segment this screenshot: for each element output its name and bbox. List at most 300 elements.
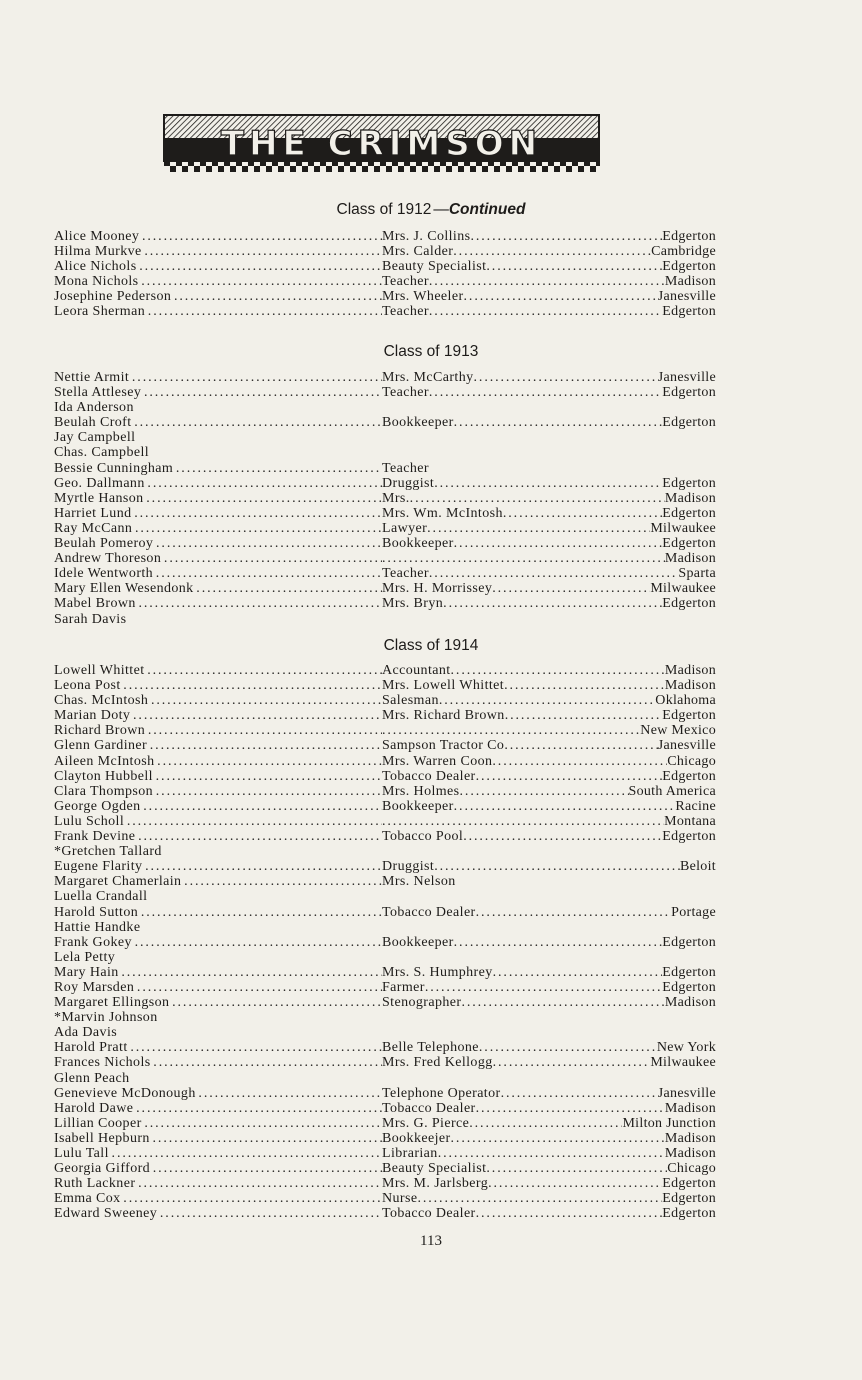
list-item [54,289,716,304]
section-title-text: Class of 1912 [336,201,432,218]
list-item [54,1116,716,1131]
list-item [54,566,716,581]
alumni-town: Madison [664,274,716,290]
alumni-name-text: Idele Wentworth [54,566,154,582]
alumni-town: Edgerton [662,964,716,980]
alumni-name [54,905,382,920]
alumni-details [382,1191,716,1206]
list-item [54,581,716,596]
alumni-town: Janesville [657,738,716,754]
alumni-name-text: Lulu Tall [54,1146,109,1161]
list-item [54,400,716,415]
alumni-name [54,678,382,693]
alumni-name [54,259,382,274]
dot-leader [417,1191,662,1206]
alumni-occupation: Bookkeeper [382,415,454,431]
list-item [54,1086,716,1101]
list-item [54,491,716,506]
alumni-name-text: Eugene Flarity [54,859,143,875]
alumni-name-text: Geo. Dallmann [54,475,145,491]
alumni-town: New Mexico [640,723,716,739]
dot-leader [429,566,679,581]
alumni-details [382,738,716,753]
alumni-occupation: Mrs. G. Pierce [382,1115,470,1131]
alumni-town: Chicago [667,1161,716,1177]
alumni-town: Madison [664,490,716,506]
alumni-occupation: Salesman [382,693,439,709]
dot-leader [469,1116,622,1131]
list-item [54,506,716,521]
alumni-town: Edgerton [662,1191,716,1207]
list-item [54,738,716,753]
dot-leader [443,596,662,611]
dot-leader [476,905,672,920]
alumni-town: Edgerton [662,259,716,275]
alumni-details [382,663,716,678]
alumni-occupation: Teacher [382,566,429,582]
alumni-name [54,950,382,965]
alumni-name [54,995,382,1010]
alumni-details [382,304,716,319]
dot-leader [488,1176,662,1191]
alumni-name-text: Lowell Whittet [54,663,145,678]
list-item [54,244,716,259]
alumni-name-text: Leora Sherman [54,304,146,320]
alumni-name [54,1010,382,1025]
alumni-name [54,385,382,400]
crimson-logo [163,114,600,172]
alumni-name-text: Beulah Pomeroy [54,536,154,552]
alumni-town: Janesville [657,370,716,385]
dot-leader [492,581,650,596]
list-item [54,859,716,874]
dot-leader [461,995,664,1010]
class-roster [54,370,716,627]
alumni-occupation: Mrs. Bryn [382,596,444,612]
alumni-name [54,920,382,935]
alumni-name [54,596,382,611]
alumni-name-text: Leona Post [54,678,121,694]
list-item [54,1131,716,1146]
alumni-town: Sparta [678,566,716,582]
alumni-details [382,1206,716,1221]
alumni-occupation: Beauty Specialist [382,259,487,275]
dot-leader [439,693,655,708]
alumni-name [54,799,382,814]
alumni-name [54,506,382,521]
alumni-name [54,1176,382,1191]
list-item [54,551,716,566]
list-item [54,844,716,859]
alumni-town: Edgerton [662,979,716,995]
dot-leader [451,663,665,678]
dot-leader [434,476,662,491]
alumni-name [54,889,382,904]
list-item [54,415,716,430]
dot-leader [464,289,658,304]
alumni-occupation: Bookkeejer [382,1130,451,1146]
alumni-name-text: Richard Brown [54,723,146,739]
alumni-details [382,289,716,304]
list-item [54,430,716,445]
dot-leader [492,754,667,769]
masthead-banner [163,114,600,172]
dot-leader [493,965,663,980]
list-item [54,536,716,551]
alumni-occupation: Sampson Tractor Co [382,738,505,754]
alumni-details [382,385,716,400]
alumni-name [54,1206,382,1221]
alumni-occupation: Mrs. Nelson [382,874,456,890]
alumni-name [54,1131,382,1146]
dot-leader [438,1146,665,1161]
alumni-name-text: Chas. McIntosh [54,693,149,709]
alumni-details [382,415,716,430]
alumni-occupation: Mrs. [382,490,410,506]
alumni-town: Edgerton [662,304,716,320]
list-item [54,1191,716,1206]
alumni-details [382,370,716,385]
list-item [54,1040,716,1055]
alumni-name-text: Nettie Armit [54,370,130,385]
alumni-details [382,814,716,829]
alumni-name [54,844,382,859]
alumni-name-text: Hilma Murkve [54,244,142,260]
alumni-name [54,304,382,319]
list-item [54,814,716,829]
alumni-name [54,461,382,476]
alumni-town: South America [628,783,716,799]
alumni-name-text: Frances Nichols [54,1055,151,1071]
alumni-details [382,476,716,491]
alumni-name-text: Sarah Davis [54,611,127,627]
alumni-occupation: Mrs. Fred Kellogg [382,1055,493,1071]
alumni-name-text: Mary Ellen Wesendonk [54,581,194,597]
alumni-name [54,1055,382,1070]
alumni-name-text: Stella Attlesey [54,385,142,401]
alumni-occupation: Tobacco Dealer [382,768,476,784]
alumni-occupation: Teacher [382,460,429,476]
alumni-occupation: Teacher [382,385,429,401]
alumni-occupation: Belle Telephone [382,1040,479,1056]
list-item [54,889,716,904]
list-item [54,304,716,319]
section-title-dash: — [433,201,449,218]
dot-leader [410,491,665,506]
alumni-name [54,693,382,708]
dot-leader [454,415,663,430]
list-item [54,754,716,769]
list-item [54,1146,716,1161]
alumni-details [382,244,716,259]
list-item [54,385,716,400]
alumni-name-text: Aileen McIntosh [54,753,155,769]
alumni-name-text: Ida Anderson [54,400,134,416]
alumni-name-text: *Marvin Johnson [54,1010,158,1026]
alumni-name-text: Margaret Chamerlain [54,874,182,890]
alumni-name-text: Lulu Scholl [54,813,125,829]
dot-leader [501,1086,658,1101]
alumni-name [54,289,382,304]
alumni-name-text: Josephine Pederson [54,289,172,305]
alumni-name [54,581,382,596]
alumni-occupation: Nurse [382,1191,418,1207]
list-item [54,980,716,995]
alumni-name [54,415,382,430]
alumni-name-text: Margaret Ellingson [54,995,170,1011]
list-item [54,476,716,491]
alumni-details [382,874,716,889]
alumni-name-text: Glenn Peach [54,1070,130,1086]
dot-leader [429,274,665,289]
alumni-name [54,612,382,627]
alumni-details [382,1116,716,1131]
list-item [54,461,716,476]
alumni-name [54,708,382,723]
alumni-details [382,581,716,596]
alumni-name-text: Clayton Hubbell [54,768,153,784]
alumni-name-text: Mabel Brown [54,596,136,612]
alumni-name [54,784,382,799]
alumni-occupation: Stenographer [382,995,462,1011]
alumni-name [54,521,382,536]
section-title-text: Class of 1913 [383,343,479,360]
list-item [54,769,716,784]
alumni-occupation: Lawyer [382,520,428,536]
class-roster [54,663,716,1221]
list-item [54,274,716,289]
alumni-details [382,859,716,874]
alumni-name-text: *Gretchen Tallard [54,844,162,860]
alumni-town: Madison [664,1146,716,1161]
alumni-name [54,1161,382,1176]
alumni-town: Racine [675,798,716,814]
list-item [54,1071,716,1086]
alumni-town: Edgerton [662,536,716,552]
masthead-title: THE CRIMSON [220,124,543,164]
alumni-details [382,905,716,920]
dot-leader [460,784,629,799]
alumni-name [54,1086,382,1101]
alumni-name [54,1025,382,1040]
alumni-details [382,1131,716,1146]
dot-leader [454,935,663,950]
alumni-occupation: Tobacco Dealer [382,1206,476,1222]
alumni-name-text: Lillian Cooper [54,1115,142,1131]
alumni-town: Edgerton [662,229,716,244]
alumni-name [54,244,382,259]
alumni-name [54,738,382,753]
alumni-occupation: Mrs. McCarthy [382,370,474,385]
dot-leader [504,738,657,753]
list-item [54,829,716,844]
alumni-details [382,965,716,980]
alumni-name [54,445,382,460]
dot-leader [434,859,680,874]
alumni-name [54,1191,382,1206]
alumni-name [54,400,382,415]
alumni-name [54,663,382,678]
alumni-name [54,274,382,289]
alumni-town: Beloit [679,859,716,875]
list-item [54,905,716,920]
dot-leader [454,799,676,814]
alumni-name-text: Lela Petty [54,949,116,965]
alumni-details [382,678,716,693]
alumni-name-text: Genevieve McDonough [54,1085,196,1101]
list-item [54,1101,716,1116]
alumni-town: Edgerton [662,708,716,724]
dot-leader [451,1131,665,1146]
dot-leader [425,980,662,995]
alumni-town: Madison [664,678,716,694]
dot-leader [476,1206,663,1221]
alumni-name [54,859,382,874]
alumni-occupation: Librarian [382,1146,438,1161]
dot-leader [486,1161,667,1176]
dot-leader [453,244,651,259]
alumni-details [382,829,716,844]
alumni-details [382,784,716,799]
alumni-occupation: Mrs. Lowell Whittet [382,678,505,694]
alumni-town: Portage [671,904,716,920]
alumni-name [54,536,382,551]
alumni-name [54,723,382,738]
alumni-occupation: Bookkeeper [382,536,454,552]
alumni-town: Cambridge [651,244,716,260]
alumni-name-text: Ruth Lackner [54,1176,136,1192]
alumni-details [382,1055,716,1070]
list-item [54,935,716,950]
alumni-occupation: Bookkeeper [382,934,454,950]
alumni-town: Oklahoma [655,693,716,709]
alumni-name [54,566,382,581]
list-item [54,1025,716,1040]
alumni-details [382,693,716,708]
alumni-name-text: Luella Crandall [54,889,148,905]
dot-leader [486,259,662,274]
alumni-name-text: Harriet Lund [54,505,132,521]
alumni-town: Edgerton [662,596,716,612]
alumni-details [382,1176,716,1191]
alumni-town: Madison [664,551,716,567]
alumni-occupation: Druggist [382,475,435,491]
alumni-town: Madison [664,995,716,1011]
alumni-town: Montana [664,813,716,829]
alumni-name [54,1146,382,1161]
list-item [54,693,716,708]
alumni-name-text: Ray McCann [54,520,133,536]
alumni-town: Chicago [667,753,716,769]
alumni-name-text: Frank Devine [54,829,136,845]
list-item [54,370,716,385]
alumni-name [54,370,382,385]
dot-leader [470,229,662,244]
alumni-details [382,769,716,784]
list-item [54,596,716,611]
alumni-town: Edgerton [662,475,716,491]
alumni-name-text: Myrtle Hanson [54,490,144,506]
alumni-details [382,566,716,581]
alumni-name [54,965,382,980]
alumni-name-text: Glenn Gardiner [54,738,148,754]
alumni-occupation: Teacher [382,274,429,290]
alumni-name [54,769,382,784]
alumni-name [54,430,382,445]
alumni-town: Madison [664,663,716,678]
page-number: 113 [420,1233,442,1249]
section-title [0,637,862,655]
alumni-town: Madison [664,1130,716,1146]
list-item [54,663,716,678]
alumni-details [382,506,716,521]
list-item [54,920,716,935]
dot-leader [427,521,650,536]
section-title-continued: Continued [448,201,526,218]
alumni-town: Edgerton [662,768,716,784]
alumni-details [382,536,716,551]
alumni-occupation: Tobacco Pool [382,829,464,845]
alumni-name-text: Alice Mooney [54,229,140,244]
alumni-occupation: Mrs. Wheeler [382,289,464,305]
dot-leader [493,1055,651,1070]
alumni-town: Edgerton [662,1176,716,1192]
list-item [54,1010,716,1025]
dot-leader [429,385,662,400]
alumni-details [382,708,716,723]
dot-leader [474,370,658,385]
section-title [0,201,862,219]
alumni-name [54,935,382,950]
alumni-details [382,1086,716,1101]
alumni-name-text: Chas. Campbell [54,445,150,461]
dot-leader [429,304,662,319]
dot-leader [504,678,665,693]
list-item [54,950,716,965]
dot-leader [454,536,663,551]
alumni-occupation: Mrs. Holmes [382,783,460,799]
alumni-occupation: Farmer [382,979,425,995]
alumni-occupation: Accountant [382,663,451,678]
alumni-name-text: Harold Dawe [54,1100,134,1116]
alumni-name-text: Ada Davis [54,1025,118,1041]
alumni-name-text: Georgia Gifford [54,1161,151,1177]
section-title [0,343,862,361]
list-item [54,521,716,536]
list-item [54,799,716,814]
alumni-details [382,1040,716,1055]
dot-leader [382,814,664,829]
alumni-name-text: Mona Nichols [54,274,139,290]
alumni-town: Edgerton [662,505,716,521]
alumni-town: New York [656,1040,716,1056]
dot-leader [476,1101,665,1116]
list-item [54,259,716,274]
alumni-details [382,259,716,274]
class-roster [54,229,716,320]
alumni-occupation: Tobacco Dealer [382,1100,476,1116]
dot-leader [382,551,665,566]
alumni-name [54,980,382,995]
alumni-name-text: Hattie Handke [54,919,141,935]
dot-leader [476,769,663,784]
alumni-occupation: Mrs. S. Humphrey [382,964,493,980]
alumni-name-text: George Ogden [54,798,141,814]
alumni-occupation: Mrs. M. Jarlsberg [382,1176,489,1192]
dot-leader [463,829,662,844]
dot-leader [503,506,662,521]
list-item [54,229,716,244]
